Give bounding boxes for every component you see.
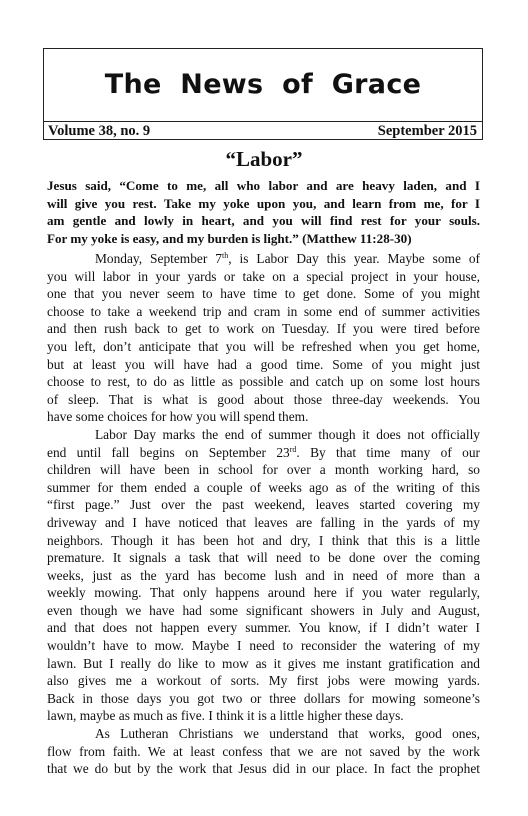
paragraph-line: but at least you will have had a good time. Some of you might just — [47, 356, 480, 372]
paragraph-line: you will labor in your yards or take on a special project in your house, — [47, 268, 480, 284]
paragraph-line: and that does not happen every summer. You know, if I didn’t water I — [47, 620, 480, 636]
paragraph-3 — [47, 725, 480, 778]
paragraph-line: choose to rest, to do as little as possible and catch up on some lost hours — [47, 374, 480, 390]
paragraph-line: of sleep. That is what is good about those three-day weekends. You — [47, 391, 480, 407]
newsletter-title: The News of Grace — [104, 69, 422, 100]
issue-bar — [44, 121, 482, 140]
paragraph-line: weeks, just as the yard has become lush and in need of more than a — [47, 567, 480, 583]
quote-line: am gentle and lowly in heart, and you will find rest for your souls. — [47, 213, 480, 228]
quote-line: For my yoke is easy, and my burden is light.” (Matthew 11:28-30) — [47, 230, 412, 246]
paragraph-line: lawn, maybe as much as five. I think it is a little higher these days. — [47, 708, 404, 724]
paragraph-line: lawn. But I really do like to mow as it gives me instant gratification and — [47, 655, 480, 671]
paragraph-2 — [47, 426, 480, 725]
paragraph-line: wouldn’t have to mow. Maybe I need to reconsider the watering of my — [47, 638, 480, 654]
paragraph-line: “first page.” Just over the past weekend, leaves started covering my — [47, 497, 480, 513]
quote-line: Jesus said, “Come to me, all who labor and are heavy laden, and I — [47, 178, 480, 193]
paragraph-line: one that you never seem to have time to get done. Some of you might — [47, 286, 480, 302]
paragraph-line: also gives me a workout of sorts. My first jobs were mowing yards. — [47, 673, 480, 689]
paragraph-line: end until fall begins on September 23rd. By that time many of our — [47, 444, 480, 460]
paragraph-line: have some choices for how you will spend them. — [47, 409, 309, 425]
paragraph-line: premature. It signals a task that will need to be done over the coming — [47, 550, 480, 566]
paragraph-line: choose to take a weekend trip and cram in some end of summer activities — [47, 303, 480, 319]
article-title: “Labor” — [225, 147, 303, 171]
paragraph-line: As Lutheran Christians we understand that works, good ones, — [95, 726, 480, 742]
paragraph-line: that we do but by the work that Jesus did in our place. In fact the prophet — [47, 761, 480, 777]
paragraph-line: driveway and I have noticed that leaves are falling in the yards of my — [47, 514, 480, 530]
paragraph-line: you left, don’t anticipate that you will be refreshed when you get home, — [47, 338, 480, 354]
paragraph-line: Labor Day marks the end of summer though it does not officially — [95, 426, 480, 442]
article-body — [47, 250, 480, 778]
volume-number: Volume 38, no. 9 — [48, 123, 151, 139]
quote-line: will give you rest. Take my yoke upon you, and learn from me, for I — [47, 195, 480, 211]
masthead — [43, 48, 483, 140]
paragraph-line: children will have been in school for over a month working hard, so — [47, 462, 480, 478]
scripture-quote — [47, 177, 480, 247]
paragraph-line: even though we have had some significant showers in July and August, — [47, 602, 480, 618]
paragraph-line: flow from faith. We at least confess that we are not saved by the work — [47, 743, 480, 759]
issue-date: September 2015 — [377, 123, 477, 139]
paragraph-line: Monday, September 7th, is Labor Day this year. Maybe some of — [95, 251, 480, 266]
paragraph-line: neighbors. Though it has been hot and dry, I think that this is a little — [47, 532, 480, 548]
paragraph-1 — [47, 250, 480, 426]
paragraph-line: weekly mowing. That only happens around here if you water regularly, — [47, 585, 480, 601]
paragraph-line: summer for them ended a couple of weeks ago as of the writing of this — [47, 479, 480, 495]
paragraph-line: and then rush back to get to work on Tuesday. If you were tired before — [47, 321, 480, 337]
paragraph-line: Back in those days you got two or three dollars for mowing someone’s — [47, 690, 480, 706]
